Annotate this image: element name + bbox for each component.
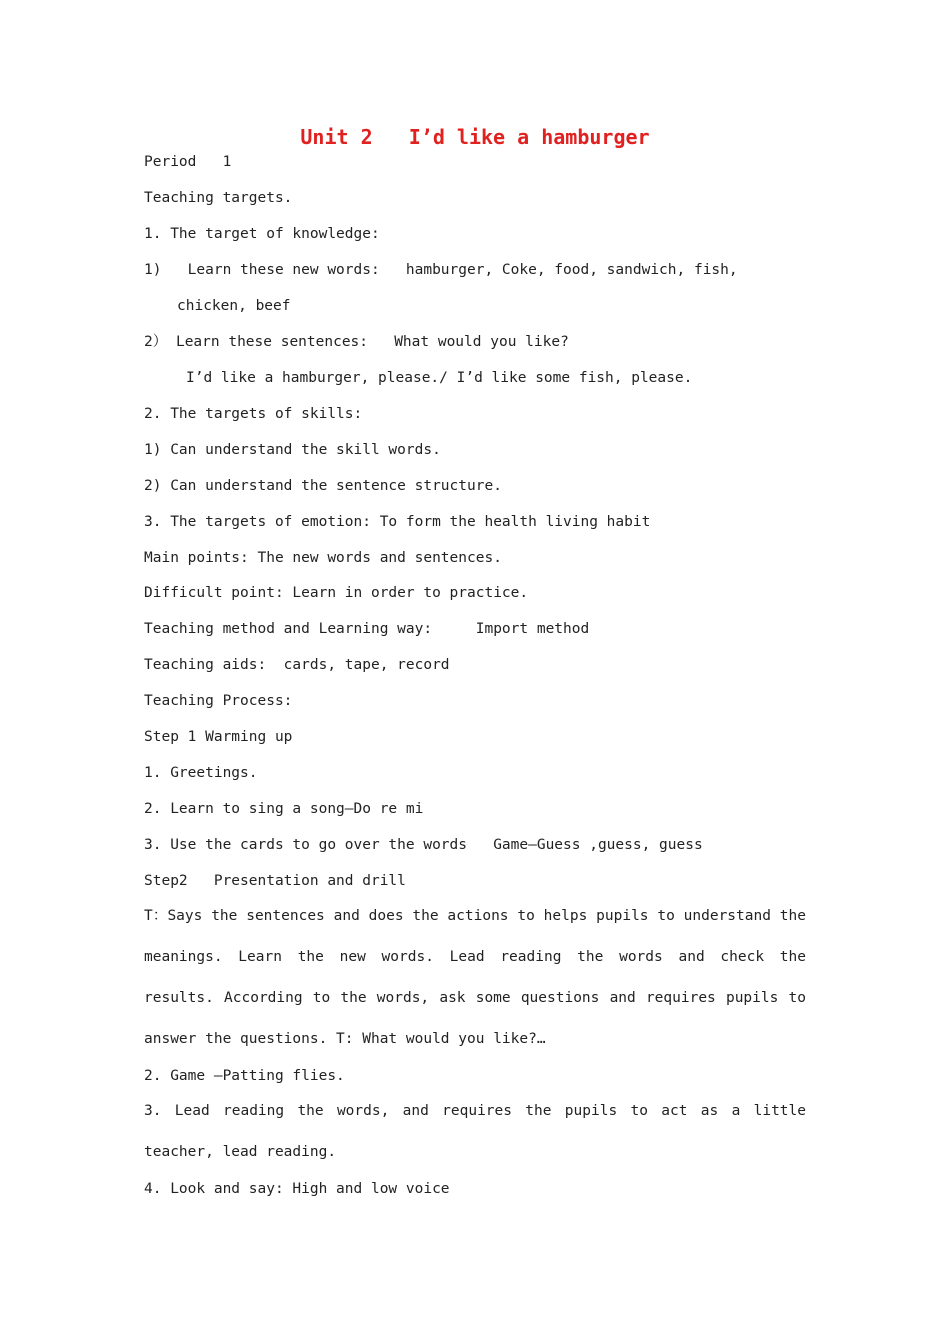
step1-heading: Step 1 Warming up bbox=[144, 729, 293, 745]
skills-item-1: 1) Can understand the skill words. bbox=[144, 442, 441, 458]
step1-item-1: 1. Greetings. bbox=[144, 765, 258, 781]
teaching-aids: Teaching aids: cards, tape, record bbox=[144, 657, 450, 673]
sentences-examples: I’d like a hamburger, please./ I’d like some fish, please. bbox=[186, 370, 693, 386]
teaching-targets-heading: Teaching targets. bbox=[144, 190, 293, 206]
skills-target-heading: 2. The targets of skills: bbox=[144, 406, 363, 422]
period-label: Period 1 bbox=[144, 154, 232, 170]
teaching-method: Teaching method and Learning way: Import method bbox=[144, 621, 590, 637]
emotion-target: 3. The targets of emotion: To form the health living habit bbox=[144, 514, 651, 530]
difficult-point: Difficult point: Learn in order to practice. bbox=[144, 585, 529, 601]
teaching-process-heading: Teaching Process: bbox=[144, 693, 293, 709]
page-title: Unit 2 I’d like a hamburger bbox=[300, 125, 650, 149]
main-points: Main points: The new words and sentences. bbox=[144, 550, 502, 566]
new-words-line: 1) Learn these new words: hamburger, Coke, food, sandwich, fish, bbox=[144, 262, 738, 278]
step2-item-2: 2. Game —Patting flies. bbox=[144, 1068, 345, 1084]
skills-item-2: 2) Can understand the sentence structure. bbox=[144, 478, 502, 494]
step2-item-4: 4. Look and say: High and low voice bbox=[144, 1181, 450, 1197]
sentences-line: 2） Learn these sentences: What would you like? bbox=[144, 334, 569, 350]
step1-item-3: 3. Use the cards to go over the words Game—Guess ,guess, guess bbox=[144, 837, 703, 853]
knowledge-target-heading: 1. The target of knowledge: bbox=[144, 226, 380, 242]
step2-paragraph-3: 3. Lead reading the words, and requires the pupils to act as a little teacher, lead reading. bbox=[144, 1103, 806, 1160]
new-words-continuation: chicken, beef bbox=[177, 298, 291, 314]
step2-paragraph-1: T：Says the sentences and does the actions to helps pupils to understand the meanings. Learn the new words. Lead reading the words and check the results. According to the words, ask some questions and requires pupils to answer the questions. T: What would you like?… bbox=[144, 908, 806, 1047]
step1-item-2: 2. Learn to sing a song—Do re mi bbox=[144, 801, 424, 817]
step2-heading: Step2 Presentation and drill bbox=[144, 873, 406, 889]
